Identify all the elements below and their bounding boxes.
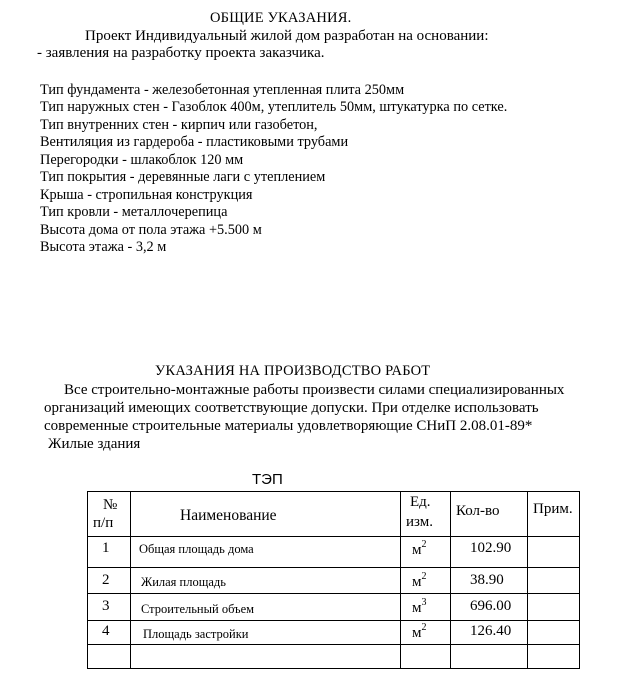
tep-title: ТЭП xyxy=(252,471,283,488)
spec-line: Высота дома от пола этажа +5.500 м xyxy=(40,222,262,238)
row-name: Общая площадь дома xyxy=(139,542,254,556)
header-num: п/п xyxy=(93,515,114,531)
row-num: 2 xyxy=(102,572,110,588)
row-num: 3 xyxy=(102,598,110,614)
production-line: современные строительные материалы удовлетворяющие СНиП 2.08.01-89* xyxy=(44,418,533,434)
row-unit: $м^2$ xyxy=(412,539,427,558)
row-name: Строительный объем xyxy=(141,602,255,616)
row-qty: 696.00 xyxy=(470,598,512,614)
header-unit: изм. xyxy=(406,514,433,530)
spec-line: Тип кровли - металлочерепица xyxy=(40,204,228,220)
spec-line: Тип наружных стен - Газоблок 400м, утеплитель 50мм, штукатурка по сетке. xyxy=(40,99,508,115)
production-title: УКАЗАНИЯ НА ПРОИЗВОДСТВО РАБОТ xyxy=(155,363,431,379)
row-name: Площадь застройки xyxy=(143,627,249,641)
general-title: ОБЩИЕ УКАЗАНИЯ. xyxy=(210,10,352,26)
header-num: № xyxy=(103,497,118,513)
header-qty: Кол-во xyxy=(456,503,500,519)
row-num: 4 xyxy=(102,623,110,639)
spec-line: Тип внутренних стен - кирпич или газобетон, xyxy=(40,117,318,133)
general-intro-line: Проект Индивидуальный жилой дом разработан на основании: xyxy=(85,28,489,44)
production-line: организаций имеющих соответствующие допуски. При отделке использовать xyxy=(44,400,539,416)
row-unit: $м^2$ xyxy=(412,622,427,641)
row-unit: $м^3$ xyxy=(412,597,427,616)
tep-table xyxy=(87,491,580,669)
row-qty: 38.90 xyxy=(470,572,504,588)
row-qty: 102.90 xyxy=(470,540,512,556)
header-unit: Ед. xyxy=(410,494,431,510)
spec-line: Тип покрытия - деревянные лаги с утеплением xyxy=(40,169,326,185)
row-qty: 126.40 xyxy=(470,623,512,639)
spec-line: Высота этажа - 3,2 м xyxy=(40,239,167,255)
general-intro-line: - заявления на разработку проекта заказчика. xyxy=(37,45,325,61)
row-name: Жилая площадь xyxy=(141,575,226,589)
production-line: Все строительно-монтажные работы произвести силами специализированных xyxy=(64,382,565,398)
spec-line: Крыша - стропильная конструкция xyxy=(40,187,253,203)
header-note: Прим. xyxy=(533,501,573,517)
spec-line: Тип фундамента - железобетонная утепленная плита 250мм xyxy=(40,82,405,98)
row-num: 1 xyxy=(102,540,110,556)
row-unit: $м^2$ xyxy=(412,571,427,590)
spec-line: Перегородки - шлакоблок 120 мм xyxy=(40,152,244,168)
header-name: Наименование xyxy=(180,507,277,524)
production-line: Жилые здания xyxy=(48,436,141,452)
spec-line: Вентиляция из гардероба - пластиковыми трубами xyxy=(40,134,349,150)
